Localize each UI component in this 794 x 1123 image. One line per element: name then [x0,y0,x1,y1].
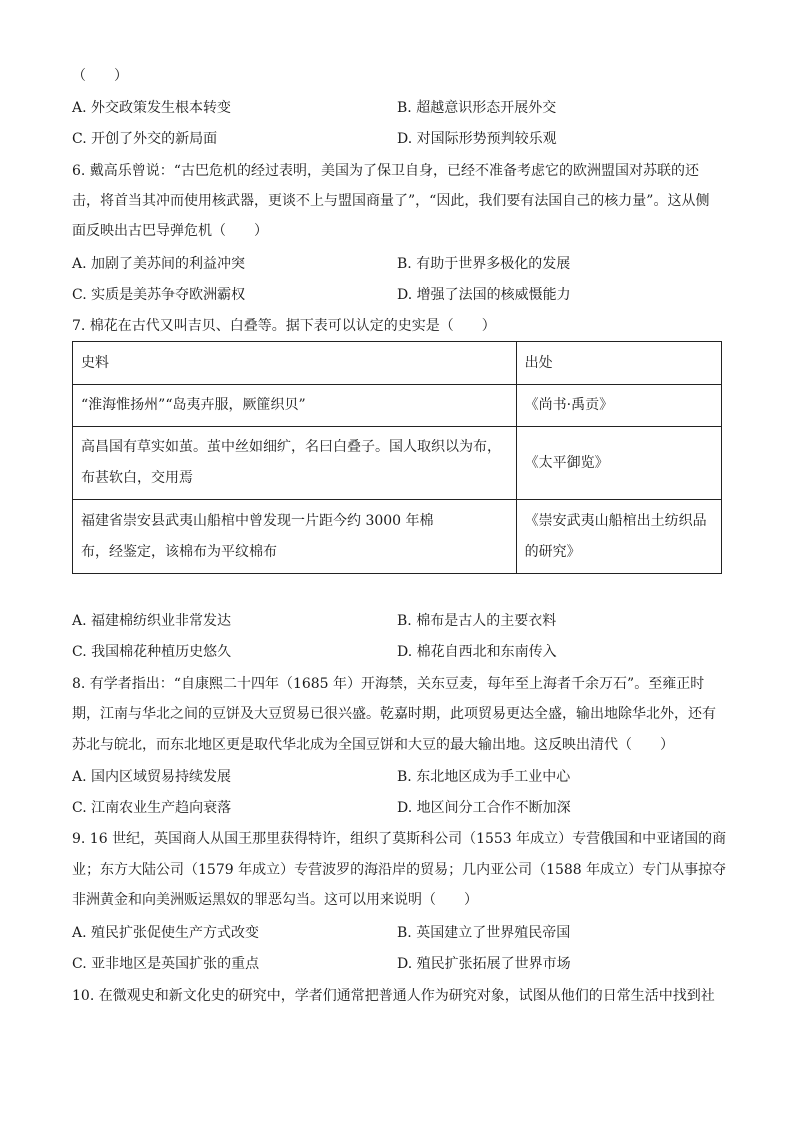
q9-option-a: A. 殖民扩张促使生产方式改变 [72,925,260,941]
table-cell-origin [516,427,721,500]
prev-option-d: D. 对国际形势预判较乐观 [397,131,557,147]
table-header-origin: 出处 [516,342,721,385]
q8-stem-line-1: 8. 有学者指出：“自康熙二十四年（1685 年）开海禁，关东豆麦，每年至上海者千余万石”。至雍正时 [72,676,705,692]
table-header-source: 史料 [73,342,517,385]
cell-text: 《太平御览》 [524,454,609,471]
table-cell-source [73,500,517,574]
q8-option-d: D. 地区间分工合作不断加深 [397,800,571,816]
q6-stem-line-2: 击，将首当其冲而使用核武器，更谈不上与盟国商量了”，“因此，我们要有法国自己的核力量”。这从侧 [72,193,710,209]
q7-option-c: C. 我国棉花种植历史悠久 [72,644,232,660]
q9-option-b: B. 英国建立了世界殖民帝国 [397,925,571,941]
table-cell-origin [516,385,721,427]
cell-text: 福建省崇安县武夷山船棺中曾发现一片距今约 3000 年棉 [81,512,434,529]
cell-text: 布甚软白，交用焉 [81,470,193,486]
cell-text: 布，经鉴定，该棉布为平纹棉布 [81,543,277,560]
q6-option-a: A. 加剧了美苏间的利益冲突 [72,256,246,272]
q9-option-c: C. 亚非地区是英国扩张的重点 [72,956,260,972]
q8-stem-line-2: 期，江南与华北之间的豆饼及大豆贸易已很兴盛。乾嘉时期，此项贸易更达全盛，输出地除华北外，还有 [72,706,716,722]
table-cell-source [73,385,517,427]
table-cell-source [73,427,517,500]
q9-option-d: D. 殖民扩张拓展了世界市场 [397,956,571,972]
q8-option-b: B. 东北地区成为手工业中心 [397,769,571,785]
q7-stem: 7. 棉花在古代又叫吉贝、白叠等。据下表可以认定的史实是（ ） [72,318,496,334]
q6-stem-line-3: 面反映出古巴导弹危机（ ） [72,223,268,239]
table-cell-origin [516,500,721,574]
cell-text: “淮海惟扬州”“岛夷卉服，厥篚织贝” [81,397,306,413]
cell-text: 的研究》 [524,543,581,560]
q7-option-b: B. 棉布是古人的主要衣料 [397,613,557,629]
prev-option-b: B. 超越意识形态开展外交 [397,100,557,116]
table-row [73,500,722,574]
q7-option-a: A. 福建棉纺织业非常发达 [72,613,232,629]
q8-stem-line-3: 苏北与皖北，而东北地区更是取代华北成为全国豆饼和大豆的最大输出地。这反映出清代（ ） [72,737,674,753]
q8-option-c: C. 江南农业生产趋向衰落 [72,800,232,816]
prev-option-a: A. 外交政策发生根本转变 [72,100,232,116]
q6-option-d: D. 增强了法国的核威慑能力 [397,287,571,303]
prev-question-bracket: （ ） [72,68,128,84]
prev-option-c: C. 开创了外交的新局面 [72,131,218,147]
q9-stem-line-1: 9. 16 世纪，英国商人从国王那里获得特许，组织了莫斯科公司（1553 年成立）专营俄国和中亚诸国的商 [72,831,727,847]
cell-text: 《崇安武夷山船棺出土纺织品 [524,512,707,529]
q10-stem-line-1: 10. 在微观史和新文化史的研究中，学者们通常把普通人作为研究对象，试图从他们的日常生活中找到社 [72,988,715,1004]
q7-source-table [72,341,722,574]
q9-stem-line-3: 非洲黄金和向美洲贩运黑奴的罪恶勾当。这可以用来说明（ ） [72,892,478,908]
q6-option-b: B. 有助于世界多极化的发展 [397,256,571,272]
q6-option-c: C. 实质是美苏争夺欧洲霸权 [72,287,246,303]
q8-option-a: A. 国内区域贸易持续发展 [72,769,232,785]
q6-stem-line-1: 6. 戴高乐曾说：“古巴危机的经过表明，美国为了保卫自身，已经不准备考虑它的欧洲盟国对苏联的还 [72,163,699,179]
q9-stem-line-2: 业；东方大陆公司（1579 年成立）专营波罗的海沿岸的贸易；几内亚公司（1588 年成立）专门从事掠夺 [72,862,727,878]
table-row [73,427,722,500]
cell-text: 《尚书·禹贡》 [524,397,614,413]
table-row [73,385,722,427]
q7-option-d: D. 棉花自西北和东南传入 [397,644,557,660]
cell-text: 高昌国有草实如茧。茧中丝如细纩，名曰白叠子。国人取织以为布， [81,439,501,455]
table-header-row [73,342,722,385]
